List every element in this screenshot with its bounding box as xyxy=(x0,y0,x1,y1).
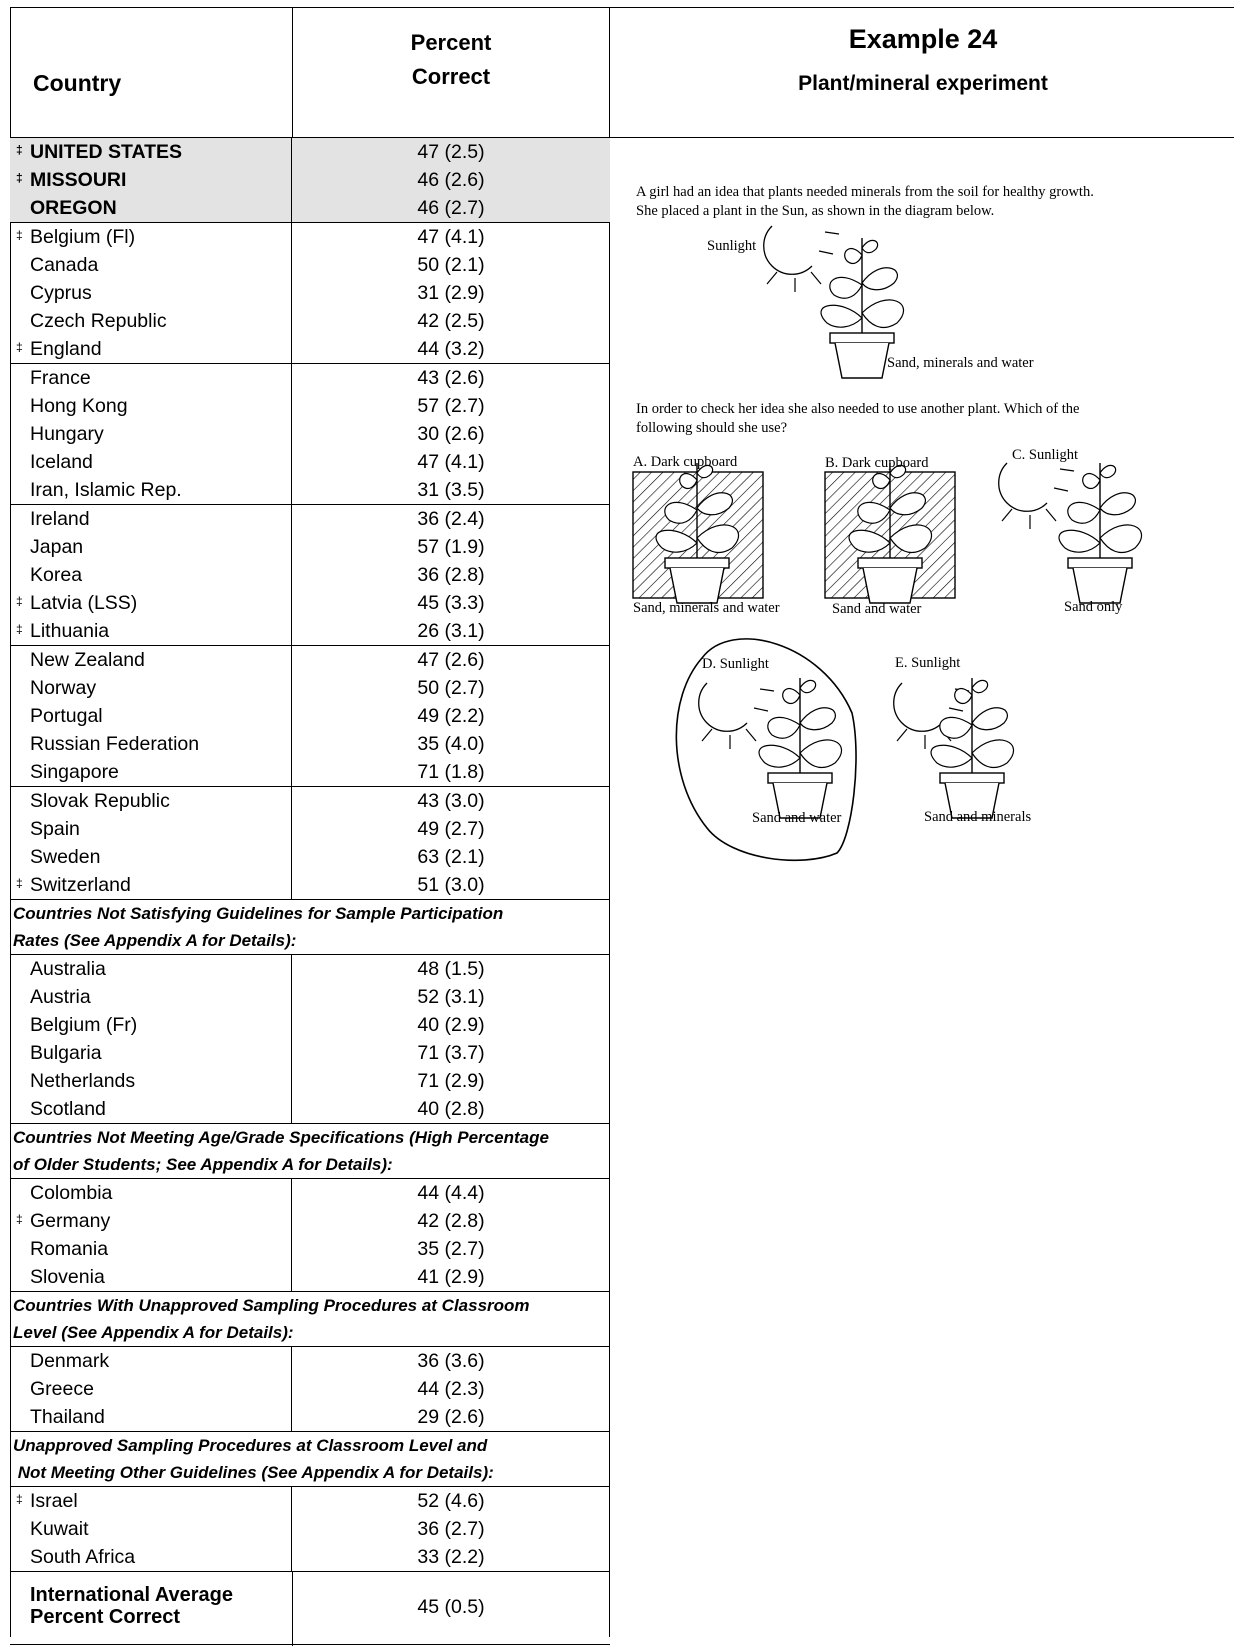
table-row xyxy=(10,279,610,307)
country-cell xyxy=(10,194,292,222)
section-heading-line1: Countries With Unapproved Sampling Procedures at Classroom xyxy=(13,1296,530,1315)
table-row xyxy=(10,448,610,476)
country-cell xyxy=(10,138,292,166)
table-row xyxy=(10,364,610,392)
double-dagger-marker: ‡ xyxy=(16,340,23,354)
table-row xyxy=(10,223,610,251)
header-percent-line2: Correct xyxy=(411,64,491,89)
country-name: Hungary xyxy=(30,423,104,445)
country-name: Canada xyxy=(30,254,99,276)
country-name: Netherlands xyxy=(30,1070,136,1092)
country-name: Slovak Republic xyxy=(30,790,170,812)
country-name: Israel xyxy=(30,1490,78,1512)
test-item xyxy=(612,138,1234,898)
country-name: Ireland xyxy=(30,508,90,530)
country-cell xyxy=(10,674,292,702)
country-cell xyxy=(10,1235,292,1263)
country-name: UNITED STATES xyxy=(30,141,183,163)
double-dagger-marker: ‡ xyxy=(16,143,23,157)
percent-correct-value: 36 (2.7) xyxy=(417,1518,485,1540)
table-row xyxy=(10,1403,610,1431)
average-label-line2: Percent Correct xyxy=(30,1606,181,1628)
country-cell xyxy=(10,1039,292,1067)
main-pot-label: Sand, minerals and water xyxy=(887,355,1034,371)
country-cell xyxy=(10,392,292,420)
country-cell xyxy=(10,646,292,674)
section-heading-line1: Unapproved Sampling Procedures at Classroom Level and xyxy=(13,1436,488,1455)
option-b-title: B. Dark cupboard xyxy=(825,455,929,471)
country-cell xyxy=(10,505,292,533)
table-row xyxy=(10,955,610,983)
percent-correct-value: 63 (2.1) xyxy=(417,846,485,868)
header-percent-correct xyxy=(292,26,610,94)
table-row xyxy=(10,1039,610,1067)
country-cell xyxy=(10,617,292,645)
percent-correct-value: 36 (2.8) xyxy=(417,564,485,586)
double-dagger-marker: ‡ xyxy=(16,622,23,636)
country-cell xyxy=(10,1403,292,1431)
country-cell xyxy=(10,364,292,392)
double-dagger-marker: ‡ xyxy=(16,1212,23,1226)
country-name: Slovenia xyxy=(30,1266,105,1288)
average-label-line1: International Average xyxy=(30,1584,234,1606)
percent-correct-value: 43 (3.0) xyxy=(417,790,485,812)
country-name: Cyprus xyxy=(30,282,92,304)
header-divider xyxy=(292,7,293,138)
percent-correct-value: 30 (2.6) xyxy=(417,423,485,445)
table-row xyxy=(10,335,610,364)
percent-correct-value: 43 (2.6) xyxy=(417,367,485,389)
percent-correct-value: 44 (4.4) xyxy=(417,1182,485,1204)
country-name: Japan xyxy=(30,536,84,558)
country-name: Russian Federation xyxy=(30,733,200,755)
percent-correct-value: 35 (2.7) xyxy=(417,1238,485,1260)
option-b-drawing xyxy=(825,463,955,603)
double-dagger-marker: ‡ xyxy=(16,594,23,608)
table-row xyxy=(10,815,610,843)
percent-correct-value: 48 (1.5) xyxy=(417,958,485,980)
top-rule xyxy=(10,7,1234,8)
option-b-caption: Sand and water xyxy=(832,601,922,617)
country-cell xyxy=(10,871,292,899)
table-row xyxy=(10,561,610,589)
country-name: Colombia xyxy=(30,1182,113,1204)
country-cell xyxy=(10,589,292,617)
main-diagram xyxy=(764,226,904,378)
header-example-number: Example 24 xyxy=(848,24,998,54)
country-cell xyxy=(10,1263,292,1291)
country-cell xyxy=(10,702,292,730)
country-name: Kuwait xyxy=(30,1518,89,1540)
table-row xyxy=(10,758,610,787)
country-name: Greece xyxy=(30,1378,94,1400)
table-row xyxy=(10,392,610,420)
table-row xyxy=(10,1515,610,1543)
country-name: Australia xyxy=(30,958,106,980)
section-heading-line1: Countries Not Meeting Age/Grade Specifications (High Percentage xyxy=(13,1128,549,1147)
percent-correct-value: 46 (2.7) xyxy=(292,194,610,222)
table-row xyxy=(10,843,610,871)
option-e-title: E. Sunlight xyxy=(895,655,961,671)
table-row xyxy=(10,1011,610,1039)
country-name: Iceland xyxy=(30,451,93,473)
table-row xyxy=(10,871,610,899)
table-row xyxy=(10,1543,610,1571)
table-row xyxy=(10,1067,610,1095)
country-cell xyxy=(10,533,292,561)
percent-correct-value: 51 (3.0) xyxy=(417,874,485,896)
country-cell xyxy=(10,1207,292,1235)
percent-correct-value: 31 (3.5) xyxy=(417,479,485,501)
country-name: Spain xyxy=(30,818,80,840)
section-heading xyxy=(10,899,610,955)
country-cell xyxy=(10,476,292,504)
country-cell xyxy=(10,448,292,476)
double-dagger-marker: ‡ xyxy=(16,876,23,890)
percent-correct-value: 47 (4.1) xyxy=(417,226,485,248)
item-stem-1-line2: She placed a plant in the Sun, as shown in the diagram below. xyxy=(636,203,995,219)
option-d-title: D. Sunlight xyxy=(702,656,769,672)
percent-correct-value: 40 (2.8) xyxy=(417,1098,485,1120)
country-cell xyxy=(10,166,292,194)
country-name: Germany xyxy=(30,1210,111,1232)
country-name: Sweden xyxy=(30,846,101,868)
section-heading-line2: Level (See Appendix A for Details): xyxy=(13,1323,294,1342)
percent-correct-value: 33 (2.2) xyxy=(417,1546,485,1568)
percent-correct-value: 26 (3.1) xyxy=(417,620,485,642)
section-heading-line1: Countries Not Satisfying Guidelines for Sample Participation xyxy=(13,904,504,923)
main-sunlight-label: Sunlight xyxy=(707,238,757,254)
table-row xyxy=(10,1207,610,1235)
country-cell xyxy=(10,251,292,279)
table-row xyxy=(10,166,610,194)
percent-correct-value: 42 (2.5) xyxy=(417,310,485,332)
percent-correct-value: 71 (3.7) xyxy=(417,1042,485,1064)
country-name: South Africa xyxy=(30,1546,136,1568)
option-e-caption: Sand and minerals xyxy=(924,809,1032,825)
percent-correct-value: 47 (4.1) xyxy=(417,451,485,473)
table-row xyxy=(10,589,610,617)
double-dagger-marker: ‡ xyxy=(16,228,23,242)
item-stem-2 xyxy=(636,400,1079,438)
country-name: OREGON xyxy=(30,197,117,219)
percent-correct-value: 44 (2.3) xyxy=(417,1378,485,1400)
country-name: Romania xyxy=(30,1238,109,1260)
item-illustration xyxy=(612,138,1234,898)
country-name: Belgium (Fl) xyxy=(30,226,136,248)
table-row xyxy=(10,1095,610,1123)
item-stem-2-line2: following should she use? xyxy=(636,420,788,436)
section-heading-line2: of Older Students; See Appendix A for Details): xyxy=(13,1155,393,1174)
international-average-value: 45 (0.5) xyxy=(417,1596,485,1618)
country-name: Bulgaria xyxy=(30,1042,102,1064)
percent-correct-value: 57 (1.9) xyxy=(417,536,485,558)
table-row xyxy=(10,787,610,815)
percent-correct-value: 49 (2.2) xyxy=(417,705,485,727)
percent-correct-value: 49 (2.7) xyxy=(417,818,485,840)
table-row xyxy=(10,617,610,646)
table-row xyxy=(10,420,610,448)
table-row xyxy=(10,730,610,758)
percent-correct-value: 36 (3.6) xyxy=(417,1350,485,1372)
percent-correct-value: 71 (2.9) xyxy=(417,1070,485,1092)
country-cell xyxy=(10,955,292,983)
option-c-drawing xyxy=(999,463,1142,603)
table-row xyxy=(10,1235,610,1263)
percent-correct-value: 29 (2.6) xyxy=(417,1406,485,1428)
country-cell xyxy=(10,1347,292,1375)
table-row xyxy=(10,251,610,279)
country-name: Denmark xyxy=(30,1350,110,1372)
country-cell xyxy=(10,1543,292,1571)
country-name: Portugal xyxy=(30,705,103,727)
country-cell xyxy=(10,1375,292,1403)
percent-correct-value: 41 (2.9) xyxy=(417,1266,485,1288)
percent-correct-value: 42 (2.8) xyxy=(417,1210,485,1232)
country-cell xyxy=(10,758,292,786)
section-heading xyxy=(10,1291,610,1347)
percent-correct-value: 31 (2.9) xyxy=(417,282,485,304)
option-a-caption: Sand, minerals and water xyxy=(633,600,780,616)
option-e-drawing xyxy=(894,678,1014,818)
section-heading xyxy=(10,1123,610,1179)
table-row xyxy=(10,476,610,505)
percent-correct-value: 44 (3.2) xyxy=(417,338,485,360)
country-name: Lithuania xyxy=(30,620,110,642)
country-name: Korea xyxy=(30,564,83,586)
percent-correct-value: 50 (2.1) xyxy=(417,254,485,276)
country-cell xyxy=(10,279,292,307)
country-cell xyxy=(10,420,292,448)
international-average-label xyxy=(30,1584,280,1628)
percent-correct-value: 50 (2.7) xyxy=(417,677,485,699)
country-name: Hong Kong xyxy=(30,395,128,417)
international-average-row xyxy=(10,1571,610,1645)
double-dagger-marker: ‡ xyxy=(16,1492,23,1506)
section-heading-line2: Rates (See Appendix A for Details): xyxy=(13,931,297,950)
percent-correct-value: 36 (2.4) xyxy=(417,508,485,530)
country-name: Switzerland xyxy=(30,874,131,896)
table-row xyxy=(10,307,610,335)
country-name: Singapore xyxy=(30,761,119,783)
option-c-title: C. Sunlight xyxy=(1012,447,1079,463)
table-row xyxy=(10,194,610,223)
results-table xyxy=(10,138,610,1645)
table-row xyxy=(10,983,610,1011)
country-cell xyxy=(10,561,292,589)
country-cell xyxy=(10,1515,292,1543)
country-cell xyxy=(10,983,292,1011)
table-row xyxy=(10,646,610,674)
table-row xyxy=(10,1179,610,1207)
option-a-drawing xyxy=(633,463,763,603)
country-name: Austria xyxy=(30,986,91,1008)
country-cell xyxy=(10,223,292,251)
country-name: England xyxy=(30,338,102,360)
table-row xyxy=(10,1487,610,1515)
option-a-title: A. Dark cupboard xyxy=(633,454,738,470)
country-name: Czech Republic xyxy=(30,310,167,332)
country-name: Belgium (Fr) xyxy=(30,1014,138,1036)
item-stem-1-line1: A girl had an idea that plants needed minerals from the soil for healthy growth. xyxy=(636,184,1094,200)
percent-correct-value: 35 (4.0) xyxy=(417,733,485,755)
country-cell xyxy=(10,307,292,335)
country-cell xyxy=(10,1095,292,1123)
option-d-caption: Sand and water xyxy=(752,810,842,826)
country-cell xyxy=(10,843,292,871)
percent-correct-value: 46 (2.6) xyxy=(292,166,610,194)
percent-correct-value: 40 (2.9) xyxy=(417,1014,485,1036)
percent-correct-value: 52 (3.1) xyxy=(417,986,485,1008)
country-cell xyxy=(10,730,292,758)
item-stem-2-line1: In order to check her idea she also needed to use another plant. Which of the xyxy=(636,401,1080,417)
country-cell xyxy=(10,1067,292,1095)
percent-correct-value: 71 (1.8) xyxy=(417,761,485,783)
double-dagger-marker: ‡ xyxy=(16,171,23,185)
percent-correct-value: 57 (2.7) xyxy=(417,395,485,417)
country-name: Thailand xyxy=(30,1406,105,1428)
country-name: MISSOURI xyxy=(30,169,127,191)
country-cell xyxy=(10,1487,292,1515)
country-name: France xyxy=(30,367,91,389)
option-c-caption: Sand only xyxy=(1064,599,1123,615)
table-row xyxy=(10,505,610,533)
country-cell xyxy=(10,1179,292,1207)
table-row xyxy=(10,1263,610,1291)
table-row xyxy=(10,702,610,730)
header-country: Country xyxy=(33,70,122,96)
country-cell xyxy=(10,815,292,843)
percent-correct-value: 47 (2.6) xyxy=(417,649,485,671)
header-example-title: Plant/mineral experiment xyxy=(798,72,1048,95)
table-row xyxy=(10,674,610,702)
percent-correct-value: 52 (4.6) xyxy=(417,1490,485,1512)
table-row xyxy=(10,533,610,561)
section-heading xyxy=(10,1431,610,1487)
country-name: Iran, Islamic Rep. xyxy=(30,479,182,501)
country-cell xyxy=(10,1011,292,1039)
header-percent-line1: Percent xyxy=(410,30,492,55)
country-name: New Zealand xyxy=(30,649,145,671)
table-row xyxy=(10,1375,610,1403)
percent-correct-value: 45 (3.3) xyxy=(417,592,485,614)
table-row xyxy=(10,138,610,166)
country-name: Scotland xyxy=(30,1098,106,1120)
country-cell xyxy=(10,787,292,815)
table-row xyxy=(10,1347,610,1375)
country-name: Latvia (LSS) xyxy=(30,592,138,614)
country-name: Norway xyxy=(30,677,97,699)
country-cell xyxy=(10,335,292,363)
percent-correct-value: 47 (2.5) xyxy=(292,138,610,166)
section-heading-line2: Not Meeting Other Guidelines (See Appendix A for Details): xyxy=(13,1463,494,1482)
